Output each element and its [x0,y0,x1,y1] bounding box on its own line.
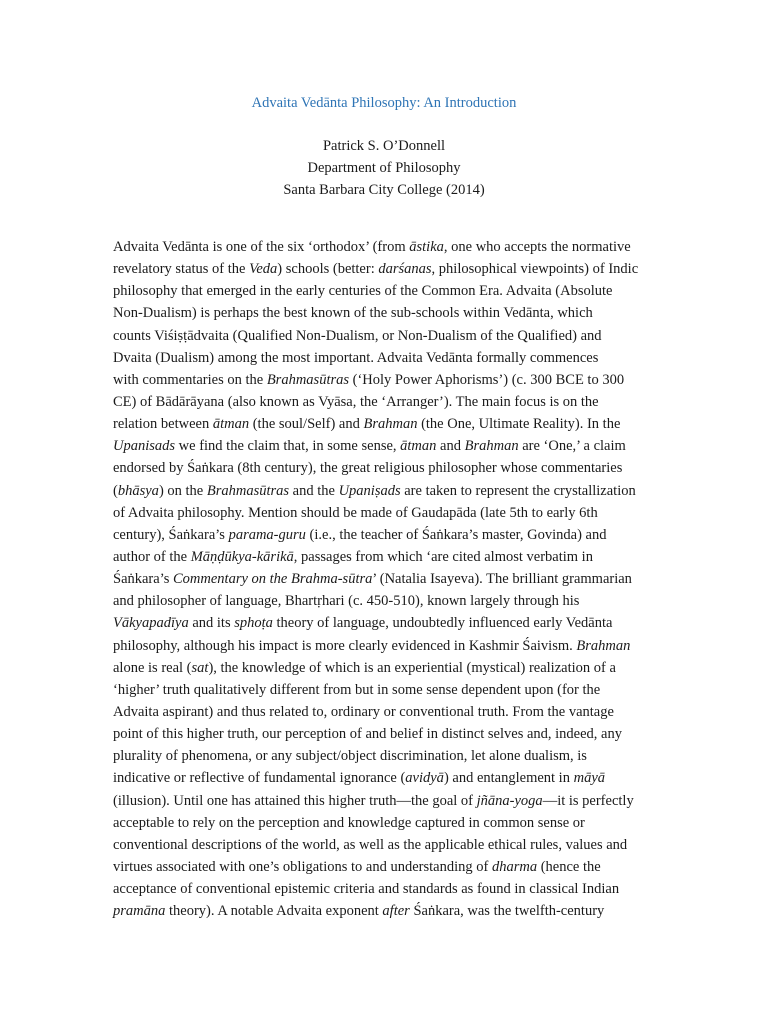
text-run: acceptance of conventional epistemic criteria and standards as found in classical Indian [113,881,620,898]
body-line [113,701,658,723]
body-line [113,900,658,922]
italic-term: ātman [212,416,250,433]
body-paragraph [113,236,658,922]
italic-term: Commentary on the Brahma-sūtra [173,571,373,588]
italic-term: māyā [573,770,606,787]
department: Department of Philosophy [307,160,461,176]
text-run: virtues associated with one’s obligations to and understanding of [113,858,492,875]
body-line [113,657,658,679]
text-run: ’ (Natalia Isayeva). The brilliant grammarian [372,571,632,588]
text-run: ‘higher’ truth qualitatively different from but in some sense dependent upon (for the [113,681,601,698]
body-line [113,590,658,612]
text-run: and [436,438,465,455]
italic-term: Veda [249,261,278,278]
text-run: of Advaita philosophy. Mention should be made of Gaudapāda (late 5th to early 6th [113,504,598,521]
body-line [113,413,658,435]
italic-term: Upaniṣads [338,482,401,499]
text-run: Advaita Vedānta is one of the six ‘orthodox’ (from [113,239,410,255]
text-run: —it is perfectly [542,792,634,809]
body-line [113,723,658,745]
italic-term: pramāna [113,903,166,920]
body-line [113,878,658,900]
text-run: CE) of Bādārāyana (also known as Vyāsa, the ‘Arranger’). The main focus is on the [113,393,599,410]
text-run: , passages from which ‘are cited almost verbatim in [293,548,593,565]
italic-term: Brahmasūtras [266,371,350,388]
body-line [113,280,658,302]
body-line [113,369,658,391]
italic-term: avidyā [405,770,444,787]
body-line [113,745,658,767]
italic-term: jñāna-yoga [476,792,543,809]
text-run: and its [188,615,235,632]
body-line [113,480,658,502]
text-run: acceptable to rely on the perception and knowledge captured in common sense or [113,814,585,831]
body-line [113,391,658,413]
text-run: (hence the [537,858,601,875]
text-run: philosophy, although his impact is more clearly evidenced in Kashmir Śaivism. [113,637,577,654]
institution: Santa Barbara City College (2014) [283,182,485,198]
text-run: alone is real ( [113,659,192,676]
text-run: theory of language, undoubtedly influenced early Vedānta [272,615,613,632]
body-line [113,635,658,657]
italic-term: parama-guru [228,526,306,543]
italic-term: bhāsya [117,482,159,499]
italic-term: Brahman [363,416,418,433]
italic-term: dharma [491,858,538,875]
body-line [113,502,658,524]
text-run: endorsed by Śaṅkara (8th century), the great religious philosopher whose commentaries [113,460,623,477]
text-run: counts Viśiṣṭādvaita (Qualified Non-Dualism, or Non-Dualism of the Qualified) and [113,327,602,344]
text-run: , one who accepts the normative [443,239,631,255]
body-line [113,524,658,546]
italic-term: āstika [409,239,444,255]
text-run: (the soul/Self) and [249,416,364,433]
body-line [113,790,658,812]
body-line [113,457,658,479]
body-line [113,767,658,789]
text-run: (illusion). Until one has attained this higher truth—the goal of [113,792,477,809]
text-run: century), Śaṅkara’s [113,526,229,543]
body-line [113,612,658,634]
body-line [113,302,658,324]
text-run: , philosophical viewpoints) of Indic [431,261,639,278]
text-run: ) schools (better: [277,261,379,278]
body-line [113,679,658,701]
text-run: are taken to represent the crystallization [400,482,636,499]
italic-term: Brahmasūtras [206,482,290,499]
text-run: ) on the [158,482,207,499]
italic-term: darśanas [378,261,432,278]
italic-term: Upanisads [113,438,176,455]
text-run: (i.e., the teacher of Śaṅkara’s master, Govinda) and [305,526,607,543]
document-title: Advaita Vedānta Philosophy: An Introduction [251,95,517,111]
text-run: relation between [113,416,213,433]
text-run: point of this higher truth, our perception of and belief in distinct selves and, indeed, any [113,726,622,743]
text-run: plurality of phenomena, or any subject/object discrimination, let alone dualism, is [113,748,587,765]
body-line [113,568,658,590]
text-run: Dvaita (Dualism) among the most important. Advaita Vedānta formally commences [113,349,599,366]
text-run: Advaita aspirant) and thus related to, ordinary or conventional truth. From the vantage [113,703,614,720]
text-run: (‘Holy Power Aphorisms’) (c. 300 BCE to 300 [349,371,625,388]
italic-term: Vākyapadīya [113,615,189,632]
italic-term: sphoṭa [234,615,273,632]
text-run: with commentaries on the [113,371,267,388]
text-run: are ‘One,’ a claim [518,438,626,455]
body-line [113,856,658,878]
text-run: (the One, Ultimate Reality). In the [417,416,621,433]
body-line [113,435,658,457]
italic-term: sat [191,659,209,676]
text-run: we find the claim that, in some sense, [175,438,401,455]
text-run: ), the knowledge of which is an experiential (mystical) realization of a [208,659,616,676]
body-line [113,812,658,834]
text-run: ( [113,482,118,499]
text-run: author of the [113,548,191,565]
author-block [0,135,768,201]
text-run: Śaṅkara, was the twelfth-century [409,903,605,920]
text-run: conventional descriptions of the world, as well as the applicable ethical rules, values and [113,836,628,853]
body-line [113,834,658,856]
body-line [113,236,658,258]
author-name: Patrick S. O’Donnell [322,138,446,154]
body-line [113,325,658,347]
body-line [113,347,658,369]
text-run: and the [289,482,339,499]
body-line [113,258,658,280]
italic-term: Brahman [576,637,631,654]
text-run: theory). A notable Advaita exponent [165,903,383,920]
italic-term: ātman [400,438,437,455]
text-run: philosophy that emerged in the early centuries of the Common Era. Advaita (Absolute [113,283,613,300]
italic-term: Māṇḍūkya-kārikā [190,548,294,565]
text-run: indicative or reflective of fundamental ignorance ( [113,770,406,787]
text-run: Non-Dualism) is perhaps the best known of the sub-schools within Vedānta, which [113,305,593,322]
text-run: ) and entanglement in [443,770,574,787]
italic-term: Brahman [464,438,519,455]
text-run: revelatory status of the [113,261,250,278]
italic-term: after [382,903,410,920]
text-run: Śaṅkara’s [113,571,173,588]
text-run: and philosopher of language, Bhartṛhari (c. 450-510), known largely through his [113,593,580,610]
body-line [113,546,658,568]
